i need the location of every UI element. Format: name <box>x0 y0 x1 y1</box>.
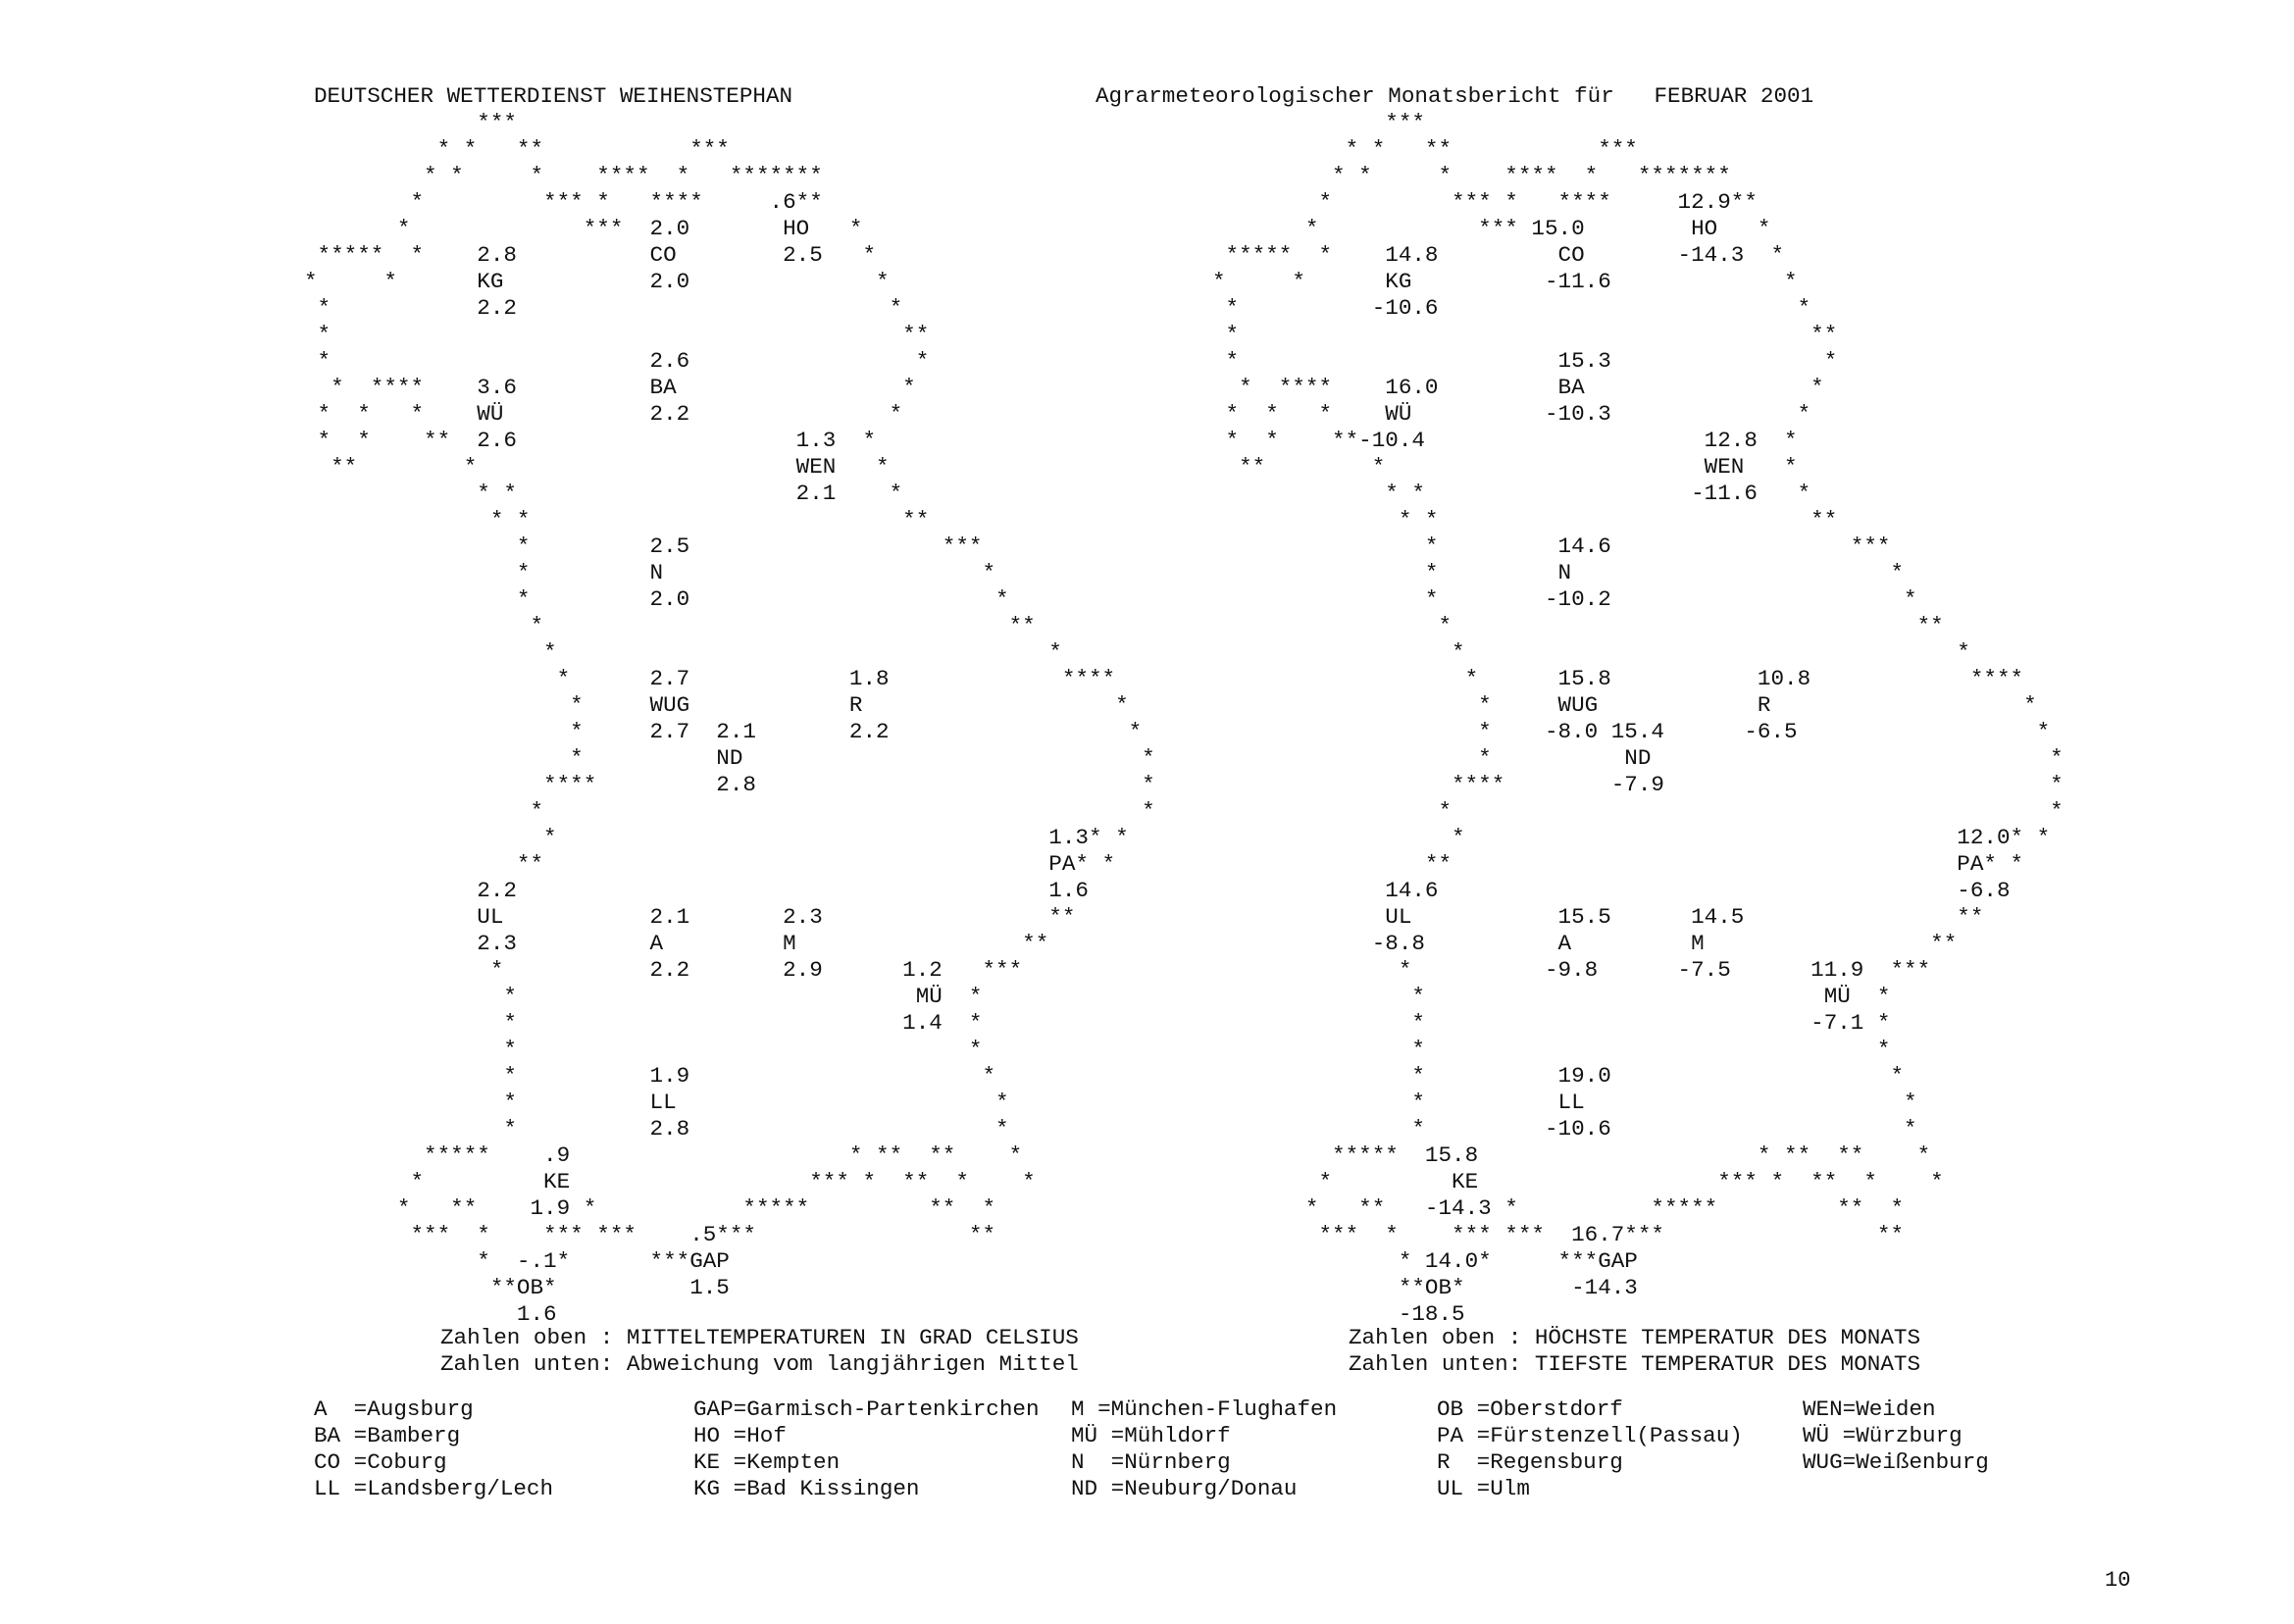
legend-entry: HO =Hof <box>693 1423 787 1448</box>
right-caption-bottom: Zahlen unten: TIEFSTE TEMPERATUR DES MONATS <box>1349 1351 1921 1377</box>
legend-entry: MÜ =Mühldorf <box>1071 1423 1231 1448</box>
legend-entry: BA =Bamberg <box>314 1423 461 1448</box>
legend-entry: A =Augsburg <box>314 1396 474 1422</box>
header-left-title: DEUTSCHER WETTERDIENST WEIHENSTEPHAN <box>314 83 793 109</box>
header-right-title: Agrarmeteorologischer Monatsbericht für FEBRUAR 2001 <box>1096 83 1814 109</box>
legend-entry: CO =Coburg <box>314 1449 447 1475</box>
left-caption-top: Zahlen oben : MITTELTEMPERATUREN IN GRAD CELSIUS <box>440 1325 1079 1350</box>
extreme-temperature-map: *** * * ** *** * * * **** * ******* * *** * **** 12.9** * *** 15.0 HO * ***** * 14.8 CO -14.3 * * * KG -11.6 * * -10.6 * * ** * 15.3 * * **** 16.0 BA * * * * WÜ -10.3 * * * **-10.4 12.8 * ** * WEN * * * -11.6 * * * ** * 14.6 *** * N * * -10.2 * * ** * * * 15.8 10.8 **** * WUG R * * -8.0 15.4 -6.5 * * ND * **** -7.9 * * * * 12.0* * ** PA* * 14.6 -6.8 UL 15.5 14.5 ** -8.8 A M ** * -9.8 -7.5 11.9 *** * MÜ * * -7.1 * * * * 19.0 * * LL * * -10.6 * ***** 15.8 * ** ** * * KE *** * ** * * * ** -14.3 * ***** ** * *** * *** *** 16.7*** ** * 14.0* ***GAP **OB* -14.3 -18.5 <box>1212 110 2064 1327</box>
left-caption-bottom: Zahlen unten: Abweichung vom langjährigen Mittel <box>440 1351 1079 1377</box>
legend-entry: GAP=Garmisch-Partenkirchen <box>693 1396 1040 1422</box>
legend-entry: N =Nürnberg <box>1071 1449 1231 1475</box>
legend-entry: M =München-Flughafen <box>1071 1396 1338 1422</box>
legend-entry: OB =Oberstdorf <box>1437 1396 1623 1422</box>
legend-entry: WUG=Weißenburg <box>1803 1449 1989 1475</box>
legend-entry: R =Regensburg <box>1437 1449 1623 1475</box>
legend-entry: WÜ =Würzburg <box>1803 1423 1963 1448</box>
legend-entry: KE =Kempten <box>693 1449 841 1475</box>
legend-entry: ND =Neuburg/Donau <box>1071 1476 1298 1501</box>
mean-temperature-map: *** * * ** *** * * * **** * ******* * *** * **** .6** * *** 2.0 HO * ***** * 2.8 CO 2.5 * * * KG 2.0 * * 2.2 * * ** * 2.6 * * **** 3.6 BA * * * * WÜ 2.2 * * * ** 2.6 1.3 * ** * WEN * * * 2.1 * * * ** * 2.5 *** * N * * 2.0 * * ** * * * 2.7 1.8 **** * WUG R * * 2.7 2.1 2.2 * * ND * **** 2.8 * * * * 1.3* * ** PA* * 2.2 1.6 UL 2.1 2.3 ** 2.3 A M ** * 2.2 2.9 1.2 *** * MÜ * * 1.4 * * * * 1.9 * * LL * * 2.8 * ***** .9 * ** ** * * KE *** * ** * * * ** 1.9 * ***** ** * *** * *** *** .5*** ** * -.1* ***GAP **OB* 1.5 1.6 <box>304 110 1155 1327</box>
legend-entry: UL =Ulm <box>1437 1476 1530 1501</box>
right-caption-top: Zahlen oben : HÖCHSTE TEMPERATUR DES MONATS <box>1349 1325 1921 1350</box>
page-number: 10 <box>2105 1568 2131 1593</box>
legend-entry: LL =Landsberg/Lech <box>314 1476 554 1501</box>
legend-entry: KG =Bad Kissingen <box>693 1476 920 1501</box>
legend-entry: PA =Fürstenzell(Passau) <box>1437 1423 1743 1448</box>
legend-entry: WEN=Weiden <box>1803 1396 1936 1422</box>
station-legend <box>314 1396 2079 1514</box>
